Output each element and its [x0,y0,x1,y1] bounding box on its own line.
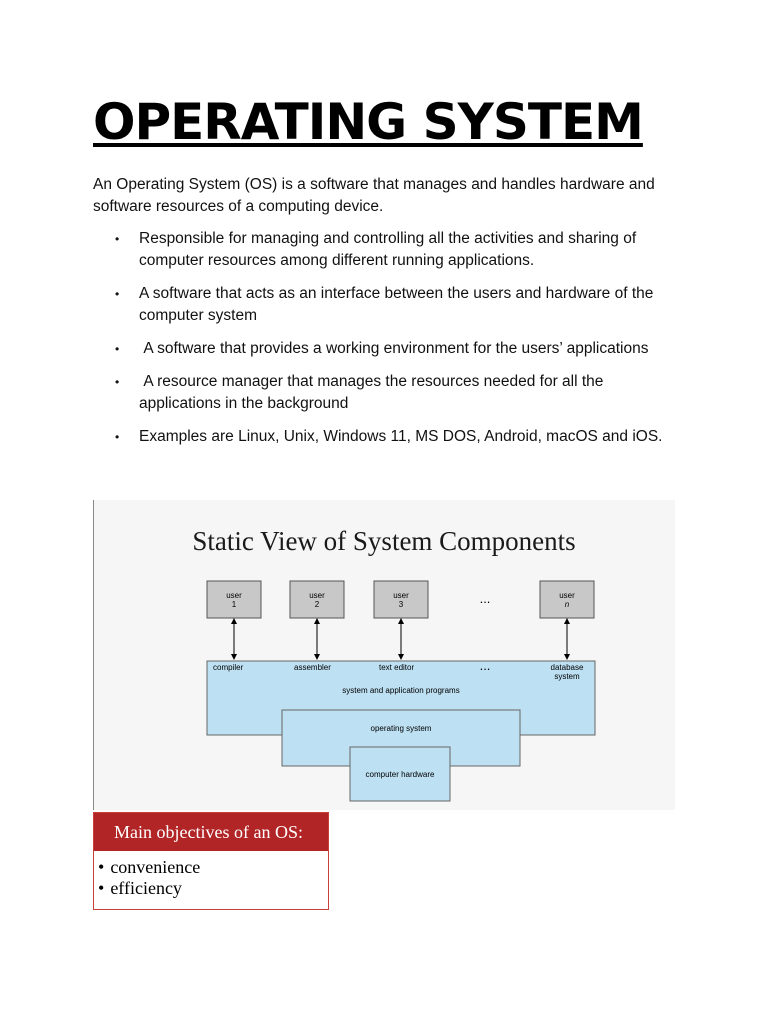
objectives-callout [93,812,329,910]
user-box-n [540,581,594,618]
user-label: user [226,591,242,600]
program-text-editor: text editor [379,663,415,672]
bullet-icon: • [115,232,120,246]
programs-ellipsis: ... [479,658,491,673]
list-item-text: A software that provides a working environment for the users’ applications [139,340,649,357]
list-item [93,338,683,360]
bullet-icon: • [115,342,120,356]
bullet-icon: • [115,287,120,301]
user-label: user [559,591,575,600]
user-box-1 [207,581,261,618]
figure-title: Static View of System Components [192,526,576,556]
bullet-icon: • [98,857,105,877]
objective-text: convenience [110,857,201,877]
objective-text: efficiency [110,878,182,898]
system-components-diagram [93,500,675,810]
list-item [93,426,683,448]
hardware-layer-label: computer hardware [365,770,435,779]
program-compiler: compiler [213,663,244,672]
page-title: OPERATING SYSTEM [93,93,643,151]
user-number: 1 [231,600,237,609]
programs-layer-label: system and application programs [342,686,460,695]
user-label: user [393,591,409,600]
list-item-text: A resource manager that manages the resources needed for all the applications in the background [139,373,608,412]
user-box-3 [374,581,428,618]
user-label: user [309,591,325,600]
bullet-icon: • [115,375,120,389]
list-item-text: A software that acts as an interface between the users and hardware of the computer system [139,285,654,324]
system-components-figure [93,500,675,810]
list-item-text: Examples are Linux, Unix, Windows 11, MS DOS, Android, macOS and iOS. [139,428,663,445]
program-database: database [550,663,584,672]
objective-item [98,878,328,899]
list-item-text: Responsible for managing and controlling all the activities and sharing of computer resources among different running applications. [139,230,637,269]
user-box-2 [290,581,344,618]
callout-header: Main objectives of an OS: [94,813,328,851]
user-number: 3 [398,600,404,609]
bullet-icon: • [98,878,105,898]
objectives-list [94,851,328,899]
users-ellipsis: ... [479,591,491,606]
program-assembler: assembler [294,663,331,672]
user-number: 2 [314,600,320,609]
os-layer-label: operating system [370,724,432,733]
user-number: n [564,600,570,609]
bullet-list [93,228,683,459]
objective-item [98,857,328,878]
list-item [93,283,683,327]
list-item [93,371,683,415]
bullet-icon: • [115,430,120,444]
intro-paragraph: An Operating System (OS) is a software that manages and handles hardware and software resources of a computing device. [93,176,655,215]
program-system: system [554,672,580,681]
list-item [93,228,683,272]
